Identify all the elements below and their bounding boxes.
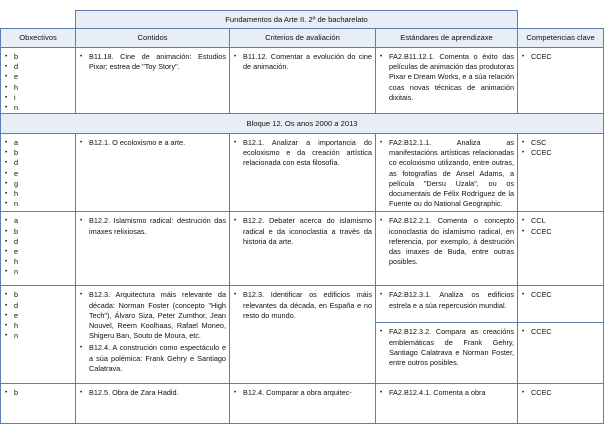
content-text: B12.1. O ecoloxismo e a arte. xyxy=(89,138,186,147)
curriculum-table xyxy=(0,10,604,424)
objectives-cell xyxy=(1,134,76,212)
criteria-text: B12.2. Debater acerca do islamismo radical e da iconoclastia a través da historia da arte. xyxy=(243,216,372,246)
criteria-cell: • B12.1. Analizar a importancia do ecoloxismo e da creación artística relacionada con esta filosofía. xyxy=(230,134,376,212)
criteria-text: B12.3. Identificar os edificios máis relevantes da década, en España e no resto do mundo. xyxy=(243,290,372,320)
table-row xyxy=(1,48,604,114)
table-row xyxy=(1,212,604,286)
header-objectives: Obxectivos xyxy=(1,29,76,48)
header-criteria: Criterios de avaliación xyxy=(230,29,376,48)
list-item: • CCL xyxy=(522,216,546,226)
contents-cell: • B12.2. Islamismo radical: destrución das imaxes relixiosas. xyxy=(76,212,230,286)
list-item: • CSC xyxy=(522,138,547,147)
criteria-text: B11.12. Comentar a evolución do cine de animación. xyxy=(243,52,372,72)
list-item: • a xyxy=(5,216,19,226)
list-item: • h xyxy=(5,188,19,198)
header-standards: Estándares de aprendizaxe xyxy=(376,29,518,48)
list-item: • e xyxy=(5,310,19,320)
block-heading: Bloque 12. Os anos 2000 a 2013 xyxy=(1,114,604,134)
list-item: • d xyxy=(5,158,19,168)
criteria-cell: • B12.2. Debater acerca do islamismo radical e da iconoclastia a través da historia da arte. xyxy=(230,212,376,286)
standard-text: FA2.B11.12.1. Comenta o éxito das películas de animación das produtoras Pixar e Dream Works, e a súa relación coas novas técnicas de animación dixitais. xyxy=(389,52,515,102)
list-item: • b xyxy=(5,226,19,236)
contents-cell: • B11.18. Cine de animación: Estudios Pixar; estrea de "Toy Story". xyxy=(76,48,230,114)
standard-text: FA2.B12.4.1. Comenta a obra xyxy=(389,388,486,398)
standards-cell: • FA2.B12.4.1. Comenta a obra xyxy=(376,384,518,424)
competences-cell xyxy=(518,286,604,323)
table-row xyxy=(1,286,604,323)
list-item: • n xyxy=(5,331,19,341)
list-item: • h xyxy=(5,320,19,330)
list-item: • h xyxy=(5,257,19,267)
corner-empty xyxy=(518,11,604,29)
content-text: B12.3. Arquitectura máis relevante da década: Norman Foster (concepto "High Tech"), Álvaro Siza, Peter Zumthor, Jean Nouvel, Reem Koolhaas, Rafael Moneo, Shigeru Ban, Souto de Moura, etc. xyxy=(89,290,226,341)
content-text: B11.18. Cine de animación: Estudios Pixar; estrea de "Toy Story". xyxy=(89,52,226,72)
standards-cell: • FA2.B12.2.1. Comenta o concepto iconoclastia do islamismo radical, en referencia, por exemplo, á destrución das imaxes de Buda, entre outras posibles. xyxy=(376,212,518,286)
criteria-cell: • B12.4. Comparar a obra arquitec- xyxy=(230,384,376,424)
objectives-cell xyxy=(1,212,76,286)
competences-cell xyxy=(518,48,604,114)
competences-cell xyxy=(518,134,604,212)
criteria-text: B12.4. Comparar a obra arquitec- xyxy=(243,388,352,398)
list-item: • d xyxy=(5,236,19,246)
list-item: • CCEC xyxy=(522,148,552,158)
contents-cell: • B12.1. O ecoloxismo e a arte. xyxy=(76,134,230,212)
list-item: • CCEC xyxy=(522,290,552,300)
list-item: • CCEC xyxy=(522,52,552,61)
header-competences: Competencias clave xyxy=(518,29,604,48)
standard-text: FA2.B12.1.1. Analiza as manifestacións artísticas relacionadas co ecoloxismo utilizando, entre outras, as fotografías de Ansel Adams, a película "Dersu Uzala", ou os documentais de Félix Rodríguez de la Fuente ou do National Geographic. xyxy=(389,138,515,209)
standards-cell: • FA2.B12.1.1. Analiza as manifestacións artísticas relacionadas co ecoloxismo utilizando, entre outras, as fotografías de Ansel Adams, a película "Dersu Uzala", ou os documentais de Félix Rodríguez de la Fuente ou do National Geographic. xyxy=(376,134,518,212)
list-item: • g xyxy=(5,178,19,188)
table-row xyxy=(1,384,604,424)
standard-text: FA2.B12.2.1. Comenta o concepto iconoclastia do islamismo radical, en referencia, por exemplo, á destrución das imaxes de Buda, entre outras posibles. xyxy=(389,216,515,267)
standard-text: FA2.B12.3.1. Analiza os edificios estrela e a súa repercusión mundial. xyxy=(389,290,515,310)
list-item: • d xyxy=(5,300,19,310)
list-item: • e xyxy=(5,246,19,256)
list-item: • n xyxy=(5,267,19,277)
criteria-cell: • B11.12. Comentar a evolución do cine de animación. xyxy=(230,48,376,114)
list-item: • b xyxy=(5,388,19,398)
criteria-text: B12.1. Analizar a importancia do ecoloxismo e da creación artística relacionada con esta filosofía. xyxy=(243,138,372,168)
competences-cell xyxy=(518,384,604,424)
criteria-cell: • B12.3. Identificar os edificios máis relevantes da década, en España e no resto do mundo. xyxy=(230,286,376,384)
list-item: • a xyxy=(5,138,19,147)
table-title: Fundamentos da Arte II. 2º de bacharelato xyxy=(76,11,518,29)
corner-empty xyxy=(1,11,76,29)
list-item: • CCEC xyxy=(522,226,552,236)
list-item: • h xyxy=(5,82,19,92)
objectives-cell xyxy=(1,286,76,384)
contents-cell: • B12.3. Arquitectura máis relevante da década: Norman Foster (concepto "High Tech"), Álvaro Siza, Peter Zumthor, Jean Nouvel, Reem Koolhaas, Rafael Moneo, Shigeru Ban, Souto de Moura, etc. • B12.4. A construción como espectáculo e a súa polémica: Frank Gehry e Santiago Calatrava. xyxy=(76,286,230,384)
standards-cell: • FA2.B12.3.2. Compara as creacións emblemáticas de Frank Gehry, Santiago Calatrava e Norman Foster, entre outros posibles. xyxy=(376,323,518,384)
list-item: • n xyxy=(5,199,19,209)
list-item: • i xyxy=(5,92,16,102)
list-item: • b xyxy=(5,52,19,61)
objectives-cell xyxy=(1,48,76,114)
header-contents: Contidos xyxy=(76,29,230,48)
objectives-cell xyxy=(1,384,76,424)
list-item: • e xyxy=(5,168,19,178)
content-text: B12.4. A construción como espectáculo e a súa polémica: Frank Gehry e Santiago Calatrava. xyxy=(89,343,226,373)
competences-cell xyxy=(518,212,604,286)
list-item: • e xyxy=(5,72,19,82)
standards-cell: • FA2.B12.3.1. Analiza os edificios estrela e a súa repercusión mundial. xyxy=(376,286,518,323)
list-item: • b xyxy=(5,290,19,300)
contents-cell: • B12.5. Obra de Zara Hadid. xyxy=(76,384,230,424)
table-row xyxy=(1,134,604,212)
standard-text: FA2.B12.3.2. Compara as creacións emblemáticas de Frank Gehry, Santiago Calatrava e Norman Foster, entre outros posibles. xyxy=(389,327,515,368)
standards-cell: • FA2.B11.12.1. Comenta o éxito das películas de animación das produtoras Pixar e Dream Works, e a súa relación coas novas técnicas de animación dixitais. xyxy=(376,48,518,114)
list-item: • b xyxy=(5,148,19,158)
list-item: • CCEC xyxy=(522,388,552,398)
list-item: • d xyxy=(5,62,19,72)
competences-cell xyxy=(518,323,604,384)
list-item: • CCEC xyxy=(522,327,552,337)
content-text: B12.5. Obra de Zara Hadid. xyxy=(89,388,179,398)
content-text: B12.2. Islamismo radical: destrución das imaxes relixiosas. xyxy=(89,216,226,236)
list-item: • n xyxy=(5,102,19,112)
